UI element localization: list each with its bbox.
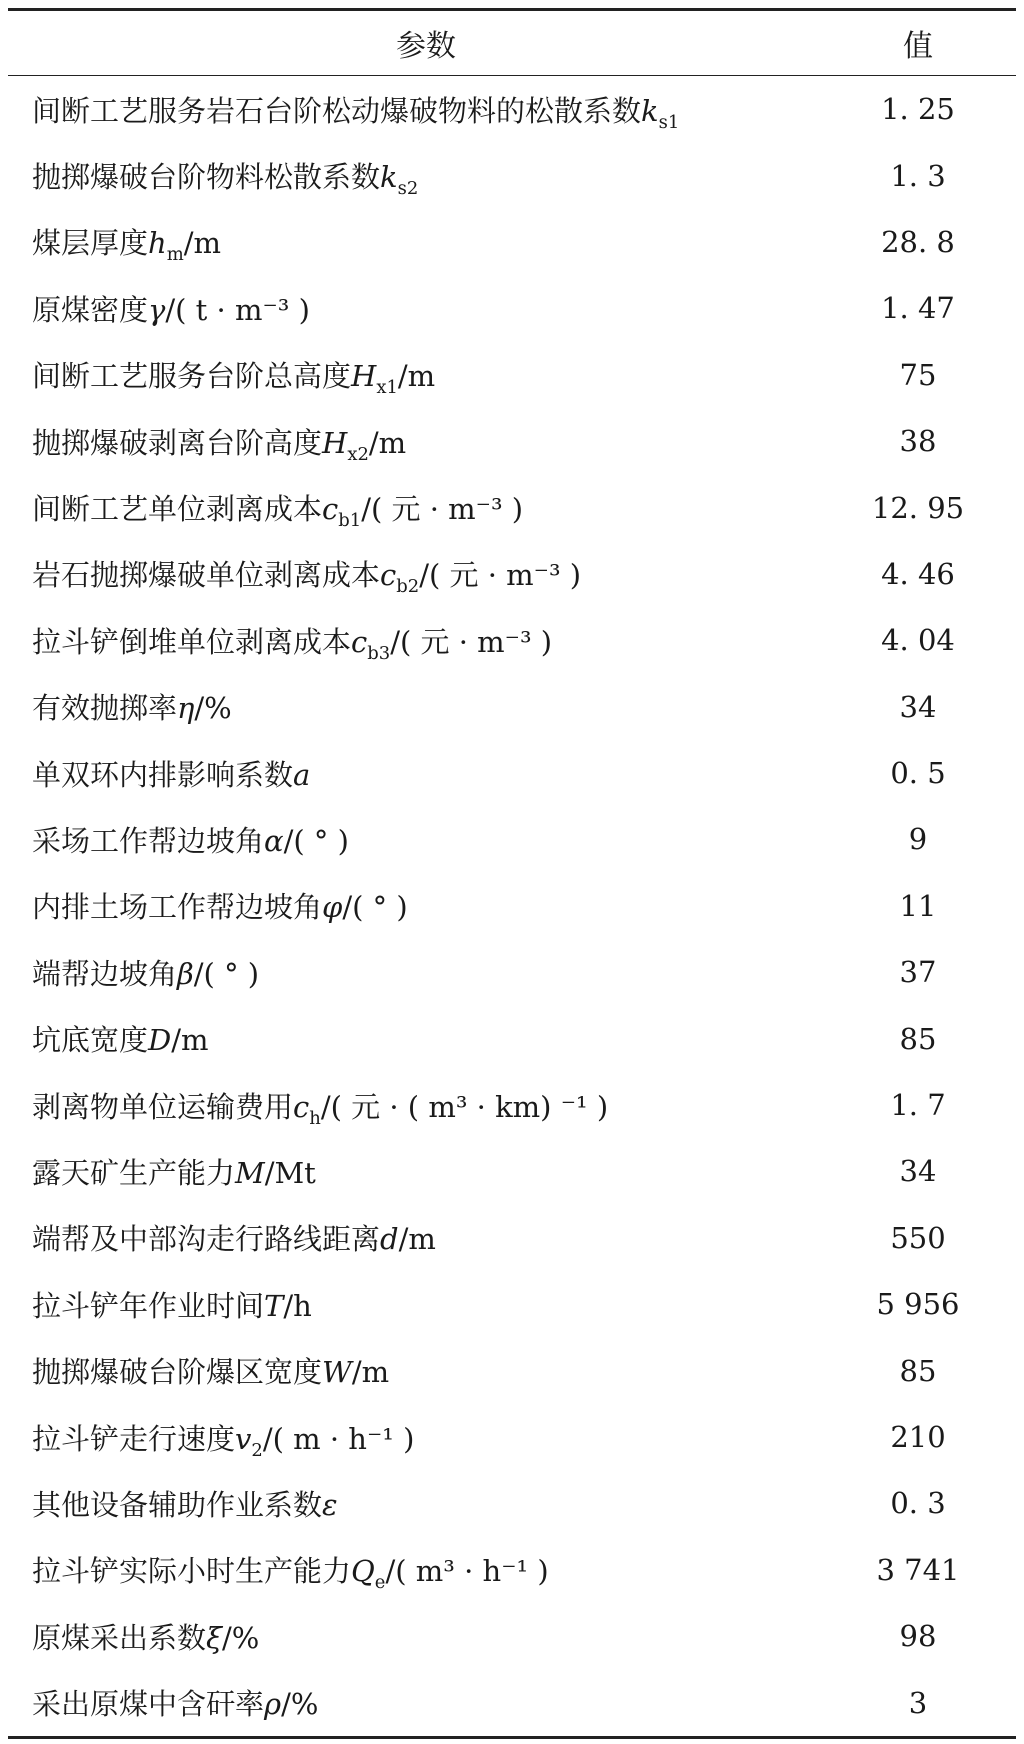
parameter-symbol: ρ (264, 1687, 282, 1722)
table-row (8, 474, 1016, 540)
table-row (8, 1205, 1016, 1271)
value-cell: 4. 04 (881, 623, 955, 658)
parameter-unit: /m (397, 359, 436, 394)
parameter-symbol: H (351, 359, 377, 394)
table-row (8, 1337, 1016, 1403)
value-cell: 3 (908, 1685, 928, 1720)
value-cell: 85 (899, 1021, 937, 1056)
header-parameter: 参数 (396, 29, 456, 64)
parameter-label: 原煤采出系数 (32, 1620, 207, 1655)
table-row (8, 873, 1016, 939)
parameter-cell (8, 354, 820, 395)
parameter-cell (8, 89, 820, 130)
parameter-label: 拉斗铲走行速度 (32, 1421, 236, 1456)
parameter-cell (8, 1085, 820, 1126)
symbol-subscript: e (374, 1572, 386, 1591)
parameter-cell (8, 553, 820, 594)
parameter-symbol: D (148, 1023, 172, 1058)
parameter-cell (8, 1616, 820, 1657)
value-cell: 210 (890, 1420, 946, 1454)
value-cell: 3 741 (876, 1552, 960, 1587)
table-row (8, 939, 1016, 1005)
parameter-label: 露天矿生产能力 (32, 1155, 236, 1190)
table-row (8, 275, 1016, 341)
parameter-table (8, 8, 1016, 1739)
parameter-cell (8, 487, 820, 528)
value-cell: 4. 46 (881, 556, 955, 591)
parameter-unit: /( 元 · m⁻³ ) (361, 492, 524, 527)
parameter-symbol: d (380, 1222, 399, 1257)
parameter-cell (8, 1350, 820, 1391)
parameter-unit: /m (368, 425, 407, 460)
symbol-subscript: h (309, 1107, 321, 1126)
parameter-cell (8, 952, 820, 993)
parameter-cell (8, 753, 820, 794)
symbol-subscript: b2 (396, 576, 420, 595)
parameter-symbol: β (177, 956, 194, 991)
symbol-subscript: s2 (397, 177, 419, 197)
value-cell: 1. 7 (890, 1088, 946, 1123)
value-cell: 85 (899, 1353, 937, 1388)
table-row (8, 806, 1016, 872)
value-cell: 12. 95 (871, 490, 965, 525)
parameter-symbol: φ (322, 890, 343, 925)
parameter-symbol: c (380, 558, 397, 593)
value-cell: 11 (899, 888, 937, 923)
parameter-label: 剥离物单位运输费用 (32, 1089, 294, 1124)
parameter-label: 抛掷爆破台阶爆区宽度 (32, 1355, 323, 1390)
parameter-symbol: ε (322, 1487, 338, 1522)
table-row (8, 1271, 1016, 1337)
parameter-symbol: k (380, 160, 398, 195)
parameter-unit: /( 元 · ( m³ · km) ⁻¹ ) (320, 1089, 609, 1124)
parameter-label: 坑底宽度 (32, 1023, 149, 1058)
value-cell: 550 (890, 1220, 946, 1255)
parameter-unit: /m (398, 1222, 436, 1257)
parameter-label: 端帮及中部沟走行路线距离 (32, 1222, 381, 1257)
parameter-unit: /h (283, 1288, 312, 1323)
parameter-cell (8, 1018, 820, 1059)
value-cell: 0. 5 (890, 756, 946, 791)
parameter-cell (8, 1483, 820, 1524)
parameter-unit: /( ° ) (342, 890, 408, 925)
parameter-cell (8, 620, 820, 661)
parameter-cell (8, 421, 820, 462)
table-row (8, 607, 1016, 673)
symbol-subscript: x2 (347, 443, 369, 462)
table-row (8, 1669, 1016, 1735)
parameter-unit: /% (222, 1620, 260, 1655)
parameter-symbol: H (322, 425, 348, 460)
table-row (8, 1005, 1016, 1071)
symbol-subscript: m (166, 244, 184, 263)
value-cell: 1. 3 (890, 158, 946, 193)
value-cell: 98 (899, 1619, 937, 1654)
parameter-label: 采场工作帮边坡角 (32, 823, 265, 858)
value-cell: 34 (899, 1154, 937, 1189)
parameter-cell (8, 221, 820, 262)
parameter-unit: /( m³ · h⁻¹ ) (385, 1554, 549, 1589)
table-row (8, 1138, 1016, 1204)
parameter-label: 原煤密度 (32, 292, 149, 327)
value-cell: 1. 25 (881, 92, 955, 127)
parameter-label: 拉斗铲年作业时间 (32, 1288, 265, 1323)
value-cell: 37 (899, 955, 937, 990)
parameter-symbol: α (264, 823, 284, 858)
value-cell: 34 (899, 689, 937, 724)
parameter-label: 岩石抛掷爆破单位剥离成本 (32, 558, 381, 593)
table-row (8, 740, 1016, 806)
parameter-label: 煤层厚度 (32, 226, 149, 261)
parameter-label: 抛掷爆破台阶物料松散系数 (32, 160, 381, 195)
parameter-cell (8, 1151, 820, 1192)
parameter-unit: /( m · h⁻¹ ) (262, 1421, 415, 1456)
parameter-cell (8, 1417, 820, 1458)
parameter-symbol: Q (351, 1554, 375, 1589)
value-cell: 1. 47 (881, 291, 955, 326)
parameter-unit: /( ° ) (193, 956, 260, 991)
parameter-label: 内排土场工作帮边坡角 (32, 890, 323, 925)
parameter-label: 间断工艺单位剥离成本 (32, 492, 323, 527)
value-cell: 0. 3 (890, 1486, 946, 1521)
value-cell: 38 (899, 424, 937, 459)
value-cell: 9 (908, 822, 928, 857)
parameter-symbol: ξ (206, 1620, 222, 1655)
symbol-subscript: x1 (376, 377, 398, 396)
parameter-cell (8, 1682, 820, 1723)
header-value: 值 (903, 29, 933, 64)
parameter-symbol: W (322, 1355, 352, 1390)
symbol-subscript: s1 (658, 111, 680, 130)
value-cell: 5 956 (876, 1287, 960, 1322)
parameter-cell (8, 1284, 820, 1325)
parameter-unit: /( 元 · m⁻³ ) (390, 624, 553, 659)
parameter-symbol: h (148, 226, 167, 261)
parameter-unit: /m (351, 1355, 390, 1390)
symbol-subscript: b1 (338, 509, 362, 529)
table-row (8, 142, 1016, 208)
table-row (8, 1470, 1016, 1536)
table-row (8, 1404, 1016, 1470)
table-row (8, 209, 1016, 275)
table-bottom-rule (8, 1736, 1016, 1739)
parameter-label: 拉斗铲倒堆单位剥离成本 (32, 624, 352, 659)
table-row (8, 76, 1016, 142)
parameter-label: 采出原煤中含矸率 (32, 1687, 265, 1722)
parameter-cell (8, 1217, 820, 1258)
table-row (8, 1072, 1016, 1138)
parameter-unit: /% (281, 1687, 319, 1722)
table-row (8, 408, 1016, 474)
parameter-unit: /Mt (264, 1155, 316, 1190)
parameter-symbol: c (322, 492, 339, 527)
parameter-cell (8, 155, 820, 196)
table-row (8, 541, 1016, 607)
parameter-cell (8, 819, 820, 860)
parameter-label: 单双环内排影响系数 (32, 757, 294, 792)
parameter-symbol: v (235, 1421, 252, 1456)
symbol-subscript: b3 (367, 642, 391, 661)
parameter-cell (8, 1549, 820, 1590)
parameter-unit: /% (194, 691, 232, 726)
value-cell: 28. 8 (881, 224, 955, 259)
parameter-unit: /m (183, 226, 222, 261)
parameter-unit: /( 元 · m⁻³ ) (419, 558, 582, 593)
value-cell: 75 (899, 357, 937, 392)
table-header-row (8, 11, 1016, 75)
parameter-symbol: T (264, 1288, 284, 1323)
symbol-subscript: 2 (251, 1439, 263, 1458)
parameter-cell (8, 885, 820, 926)
parameter-symbol: a (293, 757, 311, 792)
parameter-label: 抛掷爆破剥离台阶高度 (32, 425, 323, 460)
parameter-label: 拉斗铲实际小时生产能力 (32, 1554, 352, 1589)
table-row (8, 342, 1016, 408)
parameter-symbol: η (177, 691, 195, 726)
parameter-label: 其他设备辅助作业系数 (32, 1487, 323, 1522)
parameter-unit: /( t · m⁻³ ) (165, 292, 310, 327)
table-row (8, 674, 1016, 740)
table-row (8, 1537, 1016, 1603)
parameter-symbol: k (641, 93, 659, 128)
parameter-unit: /( ° ) (283, 823, 349, 858)
parameter-symbol: γ (148, 292, 166, 327)
parameter-symbol: c (351, 624, 368, 659)
parameter-cell (8, 288, 820, 329)
parameter-label: 间断工艺服务岩石台阶松动爆破物料的松散系数 (32, 93, 642, 128)
parameter-symbol: M (235, 1155, 265, 1190)
parameter-symbol: c (293, 1089, 310, 1124)
parameter-unit: /m (171, 1023, 209, 1058)
parameter-label: 端帮边坡角 (32, 956, 178, 991)
table-body (8, 76, 1016, 1736)
table-row (8, 1603, 1016, 1669)
parameter-label: 间断工艺服务台阶总高度 (32, 359, 352, 394)
parameter-label: 有效抛掷率 (32, 691, 178, 726)
parameter-cell (8, 686, 820, 727)
